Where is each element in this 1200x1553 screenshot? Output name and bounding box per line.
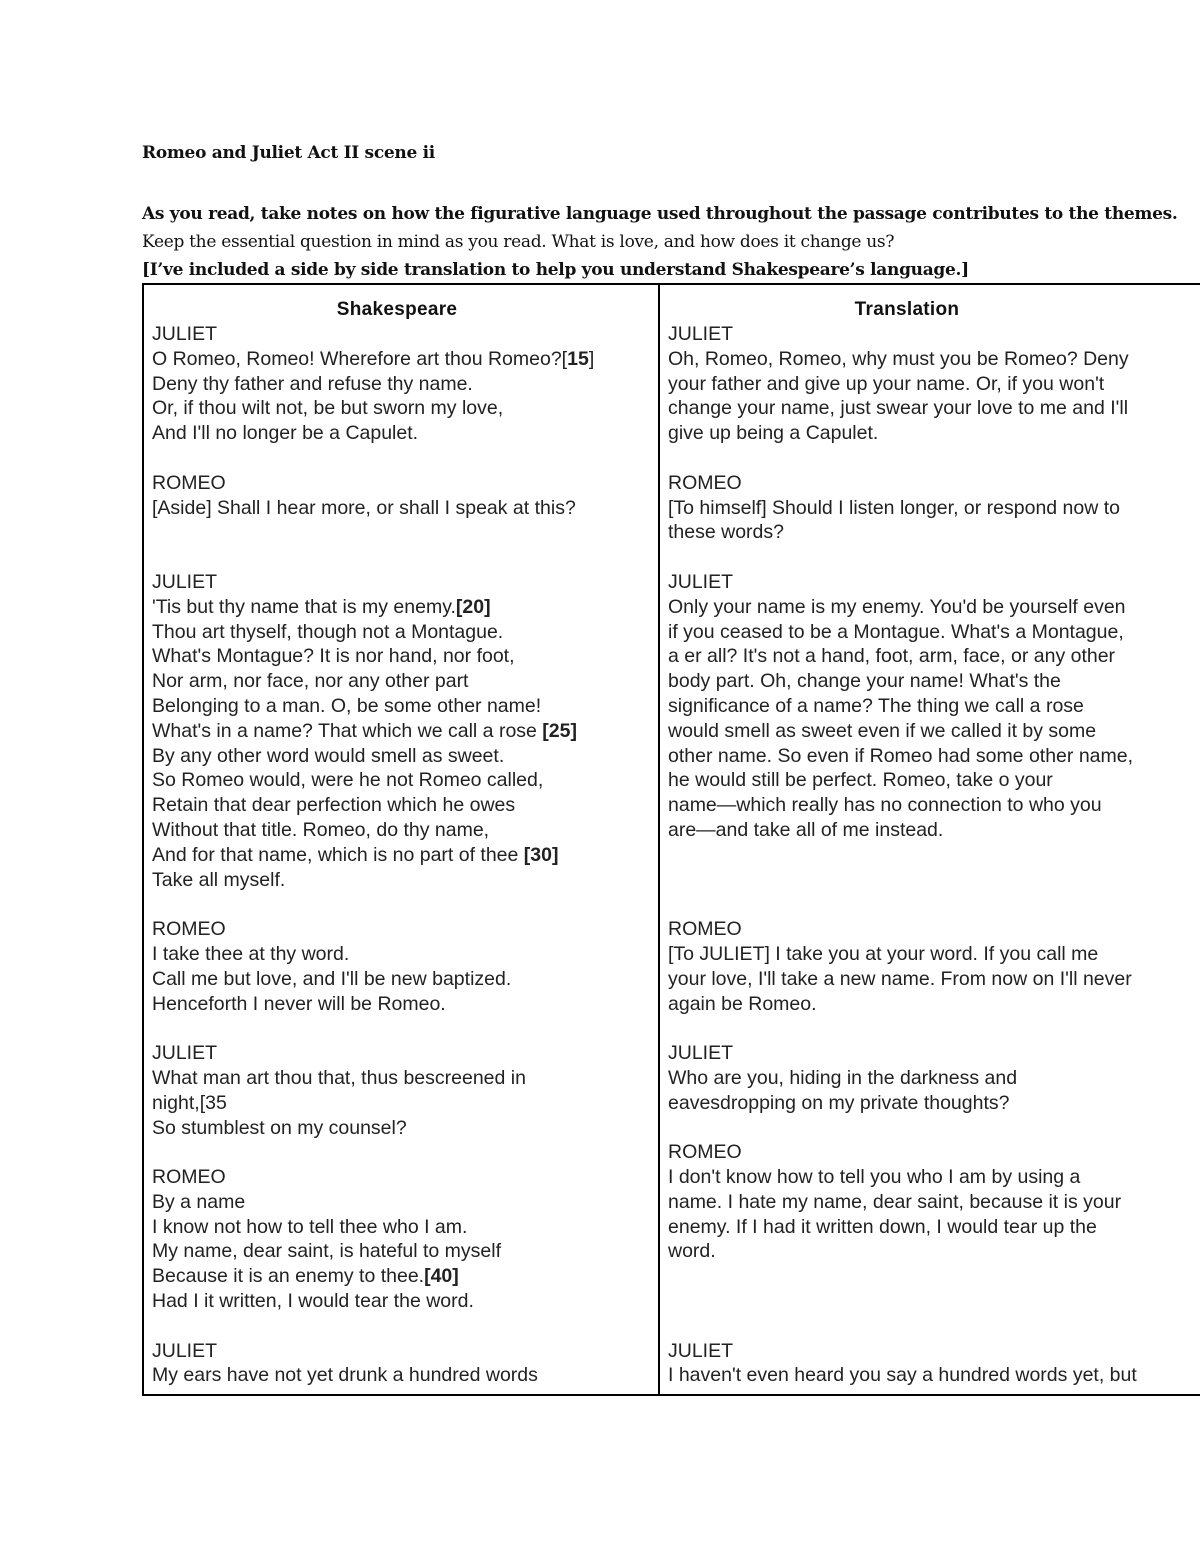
left-line (152, 1041, 658, 1066)
left-line (152, 1116, 658, 1141)
translation-column (660, 285, 1200, 1394)
right-line (668, 1066, 1200, 1091)
blank-line (668, 843, 1200, 868)
left-line-text: JULIET (152, 570, 218, 593)
right-line-text: JULIET (668, 323, 734, 345)
left-line (152, 992, 658, 1017)
right-line (668, 496, 1200, 521)
line-number-marker: 15 (567, 347, 589, 370)
right-line-text: enemy. If I had it written down, I would tear up the (668, 1215, 1097, 1238)
right-line (668, 744, 1200, 769)
right-line-text: would smell as sweet even if we called it by some (668, 719, 1097, 742)
right-line-text: again be Romeo. (668, 992, 817, 1015)
translation-table (142, 283, 1200, 1396)
left-line (152, 942, 658, 967)
right-line (668, 1165, 1200, 1190)
left-line-text: [Aside] Shall I hear more, or shall I speak at this? (152, 496, 576, 519)
right-line (668, 620, 1200, 645)
right-line-text: ROMEO (668, 1141, 742, 1164)
blank-line (152, 545, 658, 570)
left-line-text: I take thee at thy word. (152, 942, 350, 965)
left-line (152, 1289, 658, 1314)
left-line-text: Nor arm, nor face, nor any other part (152, 670, 469, 693)
blank-line (668, 1314, 1200, 1339)
translation-note: [I’ve included a side by side translation to help you understand Shakespeare’s language.] (142, 260, 969, 280)
left-line (152, 644, 658, 669)
left-line-text: 'Tis but thy name that is my enemy. (152, 595, 456, 618)
left-line-text: Because it is an enemy to thee. (152, 1265, 425, 1288)
left-line (152, 1091, 658, 1116)
right-line (668, 347, 1200, 372)
right-line (668, 669, 1200, 694)
blank-line (152, 446, 658, 471)
blank-line (668, 446, 1200, 471)
line-number-marker: [40] (424, 1265, 459, 1288)
right-line (668, 793, 1200, 818)
right-line-text: [To himself] Should I listen longer, or respond now to (668, 496, 1121, 519)
left-line (152, 620, 658, 645)
left-line-text: ROMEO (152, 471, 226, 494)
left-line (152, 1239, 658, 1264)
right-line-text: a er all? It's not a hand, foot, arm, face, or any other (668, 645, 1116, 668)
right-line-text: JULIET (668, 1042, 734, 1065)
left-line-text: My ears have not yet drunk a hundred words (152, 1364, 538, 1387)
instructions (142, 200, 1182, 256)
right-line (668, 818, 1200, 843)
left-line-text: And I'll no longer be a Capulet. (152, 422, 419, 445)
left-line (152, 1066, 658, 1091)
line-number-suffix: ] (588, 347, 595, 370)
right-line-text: body part. Oh, change your name! What's the (668, 670, 1061, 693)
blank-line (668, 1016, 1200, 1041)
left-line (152, 1264, 658, 1289)
left-line (152, 768, 658, 793)
left-line (152, 967, 658, 992)
left-line (152, 496, 658, 521)
left-line-text: So stumblest on my counsel? (152, 1116, 407, 1139)
left-line-text: And for that name, which is no part of thee (152, 843, 524, 866)
right-line-text: ROMEO (668, 918, 742, 941)
right-line (668, 992, 1200, 1017)
right-line (668, 1041, 1200, 1066)
blank-line (668, 545, 1200, 570)
right-line (668, 1363, 1200, 1388)
right-line (668, 719, 1200, 744)
left-line-text: Had I it written, I would tear the word. (152, 1290, 474, 1313)
left-line (152, 1363, 658, 1388)
right-line-text: name. I hate my name, dear saint, because it is your (668, 1190, 1122, 1213)
left-line-text: Or, if thou wilt not, be but sworn my love, (152, 397, 504, 420)
left-line (152, 570, 658, 595)
left-line (152, 396, 658, 421)
shakespeare-header: Shakespeare (336, 299, 458, 320)
right-line (668, 967, 1200, 992)
instructions-plain: Keep the essential question in mind as you read. What is love, and how does it change us? (142, 232, 895, 252)
left-line (152, 1190, 658, 1215)
blank-line (152, 892, 658, 917)
blank-line (668, 1116, 1200, 1141)
right-line (668, 1190, 1200, 1215)
left-line-text: By any other word would smell as sweet. (152, 744, 505, 767)
translation-header: Translation (854, 299, 960, 320)
blank-line (668, 868, 1200, 893)
blank-line (668, 1289, 1200, 1314)
right-line (668, 570, 1200, 595)
right-line-text: Who are you, hiding in the darkness and (668, 1066, 1018, 1089)
blank-line (152, 520, 658, 545)
left-line-text: ROMEO (152, 1166, 226, 1189)
line-number-marker: [30] (523, 843, 559, 866)
left-line-text: O Romeo, Romeo! Wherefore art thou Romeo?[ (152, 347, 568, 370)
right-line (668, 917, 1200, 942)
left-line-text: Henceforth I never will be Romeo. (152, 992, 446, 1015)
right-line (668, 768, 1200, 793)
line-number-marker: [20] (455, 595, 491, 618)
right-line-text: name—which really has no connection to who you (668, 794, 1102, 817)
right-line-text: JULIET (668, 1339, 734, 1362)
left-line-text: Without that title. Romeo, do thy name, (152, 818, 490, 841)
left-line (152, 669, 658, 694)
right-line-text: give up being a Capulet. (668, 422, 879, 445)
right-line-text: are—and take all of me instead. (668, 818, 944, 841)
right-line-text: significance of a name? The thing we call a rose (668, 694, 1084, 717)
left-line-text: So Romeo would, were he not Romeo called, (152, 769, 544, 792)
left-line (152, 694, 658, 719)
right-line (668, 1140, 1200, 1165)
left-line-text: JULIET (152, 1339, 218, 1362)
right-line (668, 421, 1200, 446)
right-line-text: if you ceased to be a Montague. What's a Montague, (668, 620, 1124, 643)
right-line-text: I don't know how to tell you who I am by using a (668, 1166, 1081, 1189)
right-line (668, 372, 1200, 397)
left-line-text: Retain that dear perfection which he owes (152, 794, 516, 817)
left-line-text: Call me but love, and I'll be new baptized. (152, 967, 512, 990)
left-line-text: Belonging to a man. O, be some other name! (152, 694, 542, 717)
left-line-text: What's in a name? That which we call a rose (152, 719, 543, 742)
left-line (152, 1165, 658, 1190)
blank-line (152, 1314, 658, 1339)
blank-line (152, 1140, 658, 1165)
left-line (152, 744, 658, 769)
left-line (152, 1339, 658, 1364)
right-line-text: I haven't even heard you say a hundred words yet, but (668, 1364, 1137, 1387)
right-line (668, 322, 1200, 347)
right-line-text: change your name, just swear your love to me and I'll (668, 397, 1129, 420)
right-line-text: JULIET (668, 570, 734, 593)
right-line-text: ROMEO (668, 471, 742, 494)
right-line (668, 520, 1200, 545)
left-line (152, 421, 658, 446)
left-line (152, 868, 658, 893)
left-line-text: ROMEO (152, 918, 226, 941)
right-line (668, 595, 1200, 620)
blank-line (668, 892, 1200, 917)
left-line (152, 793, 658, 818)
line-number-marker: [25] (542, 719, 577, 742)
shakespeare-text (152, 322, 658, 1388)
shakespeare-column (144, 285, 660, 1394)
right-line-text: eavesdropping on my private thoughts? (668, 1091, 1010, 1114)
left-line (152, 843, 658, 868)
right-line-text: these words? (668, 521, 784, 544)
right-line (668, 471, 1200, 496)
right-line-text: [To JULIET] I take you at your word. If you call me (668, 942, 1099, 965)
right-line (668, 396, 1200, 421)
blank-line (668, 1264, 1200, 1289)
left-line (152, 347, 658, 372)
left-line-text: I know not how to tell thee who I am. (152, 1215, 468, 1238)
left-line-text: Take all myself. (152, 868, 286, 891)
right-line (668, 1215, 1200, 1240)
right-line-text: word. (668, 1240, 716, 1263)
right-line-text: Oh, Romeo, Romeo, why must you be Romeo? Deny (668, 347, 1129, 370)
right-line-text: your father and give up your name. Or, if you won't (668, 372, 1105, 395)
right-line-text: he would still be perfect. Romeo, take o your (668, 769, 1053, 792)
left-line-text: JULIET (152, 323, 218, 345)
right-line (668, 1339, 1200, 1364)
document-title: Romeo and Juliet Act II scene ii (142, 143, 435, 163)
left-line (152, 917, 658, 942)
left-line (152, 471, 658, 496)
right-line (668, 1091, 1200, 1116)
left-line-text: What's Montague? It is nor hand, nor foot, (152, 645, 515, 668)
blank-line (152, 1016, 658, 1041)
instructions-bold: As you read, take notes on how the figurative language used throughout the passage contributes to the themes. (142, 204, 1178, 224)
left-line (152, 595, 658, 620)
left-line (152, 372, 658, 397)
left-line-text: My name, dear saint, is hateful to myself (152, 1240, 501, 1263)
right-line-text: Only your name is my enemy. You'd be yourself even (668, 595, 1126, 618)
right-line-text: your love, I'll take a new name. From now on I'll never (668, 967, 1132, 990)
left-line-text: Deny thy father and refuse thy name. (152, 372, 473, 395)
left-line (152, 719, 658, 744)
right-line (668, 942, 1200, 967)
right-line (668, 1239, 1200, 1264)
translation-text (668, 322, 1200, 1388)
left-line (152, 322, 658, 347)
left-line-text: What man art thou that, thus bescreened in (152, 1066, 526, 1089)
left-line-text: JULIET (152, 1042, 218, 1065)
left-line (152, 818, 658, 843)
left-line-text: By a name (152, 1190, 246, 1213)
right-line-text: other name. So even if Romeo had some other name, (668, 744, 1134, 767)
left-line-text: Thou art thyself, though not a Montague. (152, 620, 504, 643)
left-line (152, 1215, 658, 1240)
right-line (668, 694, 1200, 719)
right-line (668, 644, 1200, 669)
left-line-text: night,[35 (152, 1091, 227, 1114)
